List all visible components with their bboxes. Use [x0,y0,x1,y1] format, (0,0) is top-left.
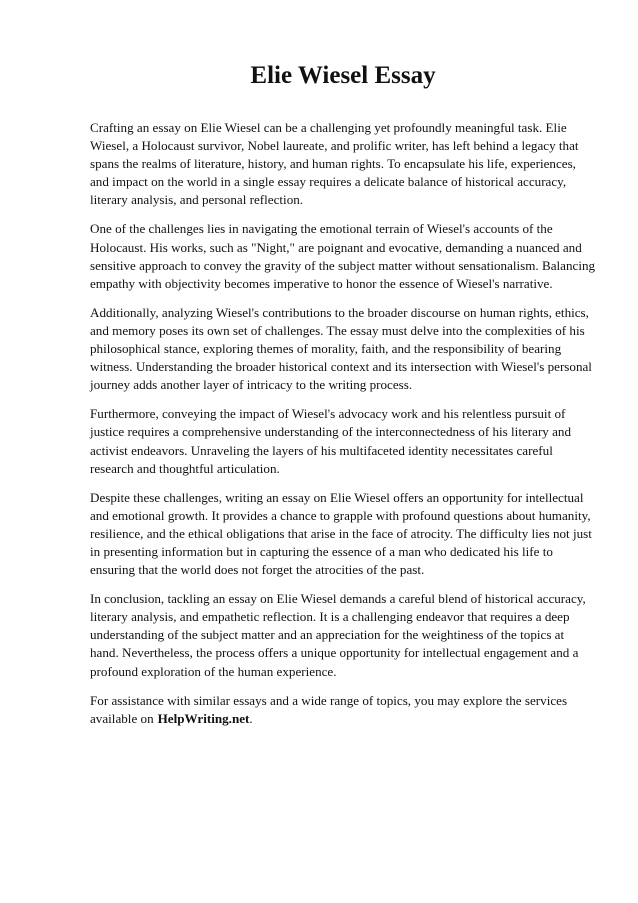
closing-period: . [249,710,253,726]
document-title: Elie Wiesel Essay [250,62,436,89]
paragraph-opportunity: Despite these challenges, writing an essay on Elie Wiesel offers an opportunity for intellectual and emotional growth. It provides a chance to grapple with profound questions about humanity, resilience, and the ethical obligations that arise in the face of atrocity. The difficulty lies not just in presenting information but in capturing the essence of a man who dedicated his life to ensuring that the world does not forget the atrocities of the past. [90,489,592,578]
paragraph-conclusion: In conclusion, tackling an essay on Elie Wiesel demands a careful blend of historical accuracy, literary analysis, and empathetic reflection. It is a challenging endeavor that requires a deep understanding of the subject matter and an appreciation for the weightiness of the topics at hand. Nevertheless, the process offers a unique opportunity for intellectual engagement and a profound exploration of the human experience. [90,591,586,679]
paragraph-intro: Crafting an essay on Elie Wiesel can be a challenging yet profoundly meaningful task. Elie Wiesel, a Holocaust survivor, Nobel laureate, and prolific writer, has left behind a legacy that spans the realms of literature, history, and human rights. To encapsulate his life, experiences, and impact on the world in a single essay requires a delicate balance of historical accuracy, literary analysis, and personal reflection. [90,120,579,208]
helpwriting-link[interactable]: HelpWriting.net [157,710,250,726]
closing-text: For assistance with similar essays and a wide range of topics, you may explore the services available on [90,692,568,726]
paragraph-closing [90,692,596,728]
document-page [90,58,596,739]
paragraph-analysis: Additionally, analyzing Wiesel's contributions to the broader discourse on human rights, ethics, and memory poses its own set of challenges. The essay must delve into the complexities of his philosophical stance, exploring themes of morality, faith, and the responsibility of bearing witness. Understanding the broader historical context and its intersection with Wiesel's personal journey adds another layer of intricacy to the writing process. [90,304,592,393]
paragraph-advocacy: Furthermore, conveying the impact of Wiesel's advocacy work and his relentless pursuit of justice requires a comprehensive understanding of the interconnectedness of his literary and activist endeavors. Unraveling the layers of his multifaceted identity necessitates careful research and thoughtful articulation. [90,406,572,476]
paragraph-challenges: One of the challenges lies in navigating the emotional terrain of Wiesel's accounts of the Holocaust. His works, such as "Night," are poignant and evocative, demanding a nuanced and sensitive approach to convey the gravity of the subject matter without sensationalism. Balancing empathy with objectivity becomes imperative to honor the essence of Wiesel's narrative. [90,221,596,291]
